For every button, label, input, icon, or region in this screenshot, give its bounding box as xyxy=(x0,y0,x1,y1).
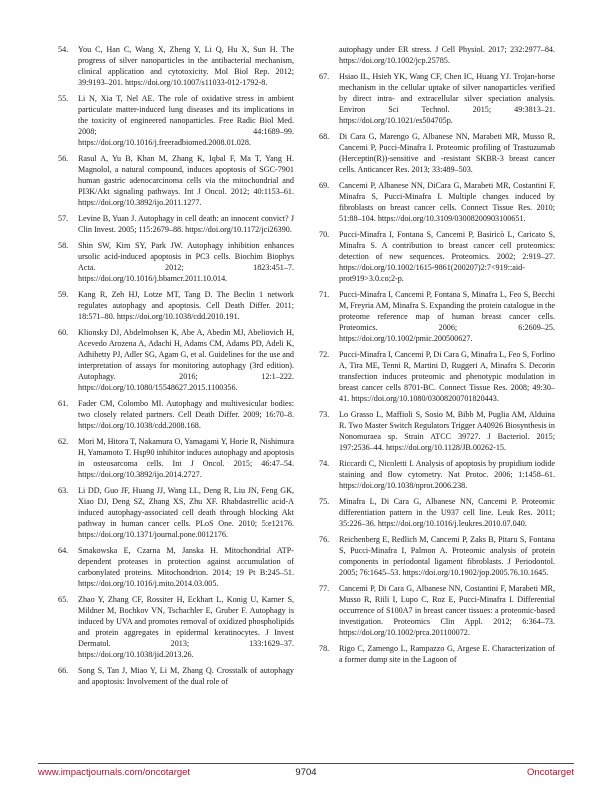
reference-text: Rigo C, Zamengo L, Rampazzo G, Argese E. Characterization of a former dump site in the Lagoon of xyxy=(339,643,555,664)
reference-text: Pucci-Minafra I, Cancemi P, Di Cara G, Minafra L, Feo S, Forlino A, Tira ME, Tenni R, Martini D, Ruggeri A, Minafra S. Decorin transfection induces proteomic and phenotypic modulation in breast cancer cells 8701-BC. Connect Tissue Res. 2008; 49:30–41. https://doi.org/10.1080/03008200701820443. xyxy=(339,349,555,404)
reference-item xyxy=(58,289,294,322)
page-footer xyxy=(38,767,574,781)
reference-item xyxy=(319,583,555,638)
reference-number: 63. xyxy=(58,485,69,495)
reference-column-right xyxy=(319,44,555,670)
reference-text: Pucci-Minafra I, Fontana S, Cancemi P, Basiricò L, Caricato S, Minafra S. A contribution to breast cancer cell proteomics: detection of new sequences. Proteomics. 2002; 2:919–27. https://doi.org/10.1002/1615-9861(200207)2:7<919::aid-prot919>3.0.co;2-p. xyxy=(339,229,555,284)
journal-url-link[interactable]: www.impactjournals.com/oncotarget xyxy=(38,767,191,778)
reference-text: Song S, Tan J, Miao Y, Li M, Zhang Q. Crosstalk of autophagy and apoptosis: Involvement of the dual role of xyxy=(78,665,294,686)
reference-item xyxy=(319,131,555,175)
reference-number: 73. xyxy=(319,409,330,419)
reference-number: 72. xyxy=(319,349,330,359)
reference-number: 62. xyxy=(58,436,69,446)
reference-number: 58. xyxy=(58,240,69,250)
reference-text: Zhao Y, Zhang CF, Rossiter H, Eckhart L, Konig U, Karner S, Mildner M, Bochkov VN, Tschachler E, Gruber F. Autophagy is induced by UVA and promotes removal of oxidized phospholipids and protein aggregates in epidermal keratinocytes. J Invest Dermatol. 2013; 133:1629–37. https://doi.org/10.1038/jid.2013.26. xyxy=(78,594,294,660)
reference-item xyxy=(58,545,294,589)
reference-number: 68. xyxy=(319,131,330,141)
reference-item xyxy=(58,44,294,88)
reference-number: 74. xyxy=(319,458,330,468)
reference-number: 78. xyxy=(319,643,330,653)
reference-number: 67. xyxy=(319,71,330,81)
reference-number: 69. xyxy=(319,180,330,190)
reference-number: 54. xyxy=(58,45,69,54)
reference-number: 61. xyxy=(58,398,69,408)
reference-text: Riccardi C, Nicoletti I. Analysis of apoptosis by propidium iodide staining and flow cytometry. Nat Protoc. 2006; 1:1458–61. https://doi.org/10.1038/nprot.2006.238. xyxy=(339,458,555,491)
reference-number: 64. xyxy=(58,545,69,555)
reference-number: 55. xyxy=(58,93,69,103)
reference-number: 65. xyxy=(58,594,69,604)
reference-text: Klionsky DJ, Abdelmohsen K, Abe A, Abedin MJ, Abeliovich H, Acevedo Arozena A, Adachi H, Adams CM, Adams PD, Adeli K, Adhihetty PJ, Adler SG, Agam G, et al. Guidelines for the use and interpretation of assays for monitoring autophagy (3rd edition). Autophagy. 2016; 12:1–222. https://doi.org/10.1080/15548627.2015.1100356. xyxy=(78,327,294,393)
reference-item xyxy=(58,153,294,208)
reference-text: Rasul A, Yu B, Khan M, Zhang K, Iqbal F, Ma T, Yang H. Magnolol, a natural compound, induces apoptosis of SGC-7901 human gastric adenocarcinoma cells via the mitochondrial and PI3K/Akt signaling pathways. Int J Oncol. 2012; 40:1153–61. https://doi.org/10.3892/ijo.2011.1277. xyxy=(78,154,294,208)
reference-continuation: autophagy under ER stress. J Cell Physiol. 2017; 232:2977–84. https://doi.org/10.1002/jcp.25785. xyxy=(339,45,555,66)
reference-text: Levine B, Yuan J. Autophagy in cell death: an innocent convict? J Clin Invest. 2005; 115:2679–88. https://doi.org/10.1172/jci26390. xyxy=(78,214,294,235)
journal-name-link[interactable]: Oncotarget xyxy=(527,767,574,778)
reference-number: 76. xyxy=(319,534,330,544)
reference-text: Reichenberg E, Redlich M, Cancemi P, Zaks B, Pitaru S, Fontana S, Pucci-Minafra I, Palmon A. Proteomic analysis of protein components in periodontal ligament fibroblasts. J Periodontol. 2005; 76:1645–53. https://doi.org/10.1902/jop.2005.76.10.1645. xyxy=(339,534,555,577)
reference-item xyxy=(319,534,555,578)
reference-text: Minafra L, Di Cara G, Albanese NN, Cancemi P. Proteomic differentiation pattern in the U937 cell line. Leuk Res. 2011; 35:226–36. https://doi.org/10.1016/j.leukres.2010.07.040. xyxy=(339,496,555,528)
reference-number: 56. xyxy=(58,154,69,164)
reference-item xyxy=(58,436,294,480)
reference-text: Cancemi P, Albanese NN, DiCara G, Marabeti MR, Costantini F, Minafra S, Pucci-Minafra I. Multiple changes induced by fibroblasts on breast cancer cells. Connect Tissue Res. 2010; 51:88–104. https://doi.org/10.3109/03008200903100651. xyxy=(339,180,555,224)
reference-text: Kang R, Zeh HJ, Lotze MT, Tang D. The Beclin 1 network regulates autophagy and apoptosis. Cell Death Differ. 2011; 18:571–80. https://doi.org/10.1038/cdd.2010.191. xyxy=(78,289,294,322)
reference-number: 70. xyxy=(319,229,330,239)
reference-number: 77. xyxy=(319,583,330,593)
reference-item xyxy=(58,594,294,661)
reference-number: 59. xyxy=(58,289,69,299)
reference-text: Shin SW, Kim SY, Park JW. Autophagy inhibition enhances ursolic acid-induced apoptosis in PC3 cells. Biochim Biophys Acta. 2012; 1823:451–7. https://doi.org/10.1016/j.bbamcr.2011.10.014. xyxy=(78,240,294,284)
reference-item xyxy=(319,643,555,665)
reference-item xyxy=(58,327,294,394)
reference-column-left xyxy=(58,44,294,692)
reference-text: Di Cara G, Marengo G, Albanese NN, Marabeti MR, Musso R, Cancemi P, Pucci-Minafra I. Proteomic profiling of Trastuzumab (Herceptin(R))-sensitive and -resistant SKBR-3 breast cancer cells. Anticancer Res. 2013; 33:489–503. xyxy=(339,131,555,175)
reference-text: Li DD, Guo JF, Huang JJ, Wang LL, Deng R, Liu JN, Feng GK, Xiao DJ, Deng SZ, Zhang XS, Zhu XF. Rhabdastrellic acid-A induced autophagy-associated cell death through blocking Akt pathway in human cancer cells. PLoS One. 2010; 5:e12176. https://doi.org/10.1371/journal.pone.0012176. xyxy=(78,485,294,540)
page-number: 9704 xyxy=(295,767,317,778)
reference-item xyxy=(319,180,555,224)
reference-item xyxy=(319,71,555,126)
reference-text: Cancemi P, Di Cara G, Albanese NN, Costantini F, Marabeti MR, Musso R, Riili I, Lupo C, Roz E, Pucci-Minafra I. Differential occurrence of S100A7 in breast cancer tissues: a proteomic-based investigation. Proteomics Clin Appl. 2012; 6:364–73. https://doi.org/10.1002/prca.201100072. xyxy=(339,583,555,638)
reference-item xyxy=(319,229,555,284)
reference-item xyxy=(58,398,294,431)
reference-item xyxy=(319,349,555,404)
reference-item xyxy=(319,289,555,344)
reference-item xyxy=(58,213,294,235)
reference-item xyxy=(58,665,294,687)
reference-item xyxy=(58,93,294,148)
reference-number: 57. xyxy=(58,214,69,224)
reference-number: 66. xyxy=(58,665,69,675)
reference-number: 75. xyxy=(319,496,330,506)
reference-item xyxy=(319,409,555,453)
reference-item xyxy=(58,240,294,284)
reference-text: Hsiao IL, Hsieh YK, Wang CF, Chen IC, Huang YJ. Trojan-horse mechanism in the cellular uptake of silver nanoparticles verified by direct intra- and extracellular silver speciation analysis. Environ Sci Technol. 2015; 49:3813–21. https://doi.org/10.1021/es504705p. xyxy=(339,71,555,126)
reference-number: 60. xyxy=(58,327,69,337)
reference-text: Lo Grasso L, Maffioli S, Sosio M, Bibb M, Puglia AM, Alduina R. Two Master Switch Regulators Trigger A40926 Biosynthesis in Nonomuraea sp. Strain ATCC 39727. J Bacteriol. 2015; 197:2536–44. https://doi.org/10.1128/JB.00262-15. xyxy=(339,409,555,453)
reference-item xyxy=(319,458,555,491)
reference-text: Pucci-Minafra I, Cancemi P, Fontana S, Minafra L, Feo S, Becchi M, Freyria AM, Minafra S. Expanding the protein catalogue in the proteome reference map of human breast cancer cells. Proteomics. 2006; 6:2609–25. https://doi.org/10.1002/pmic.200500627. xyxy=(339,289,555,344)
reference-text: Fader CM, Colombo MI. Autophagy and multivesicular bodies: two closely related partners. Cell Death Differ. 2009; 16:70–8. https://doi.org/10.1038/cdd.2008.168. xyxy=(78,398,294,431)
reference-number: 71. xyxy=(319,289,330,299)
reference-text: Li N, Xia T, Nel AE. The role of oxidative stress in ambient particulate matter-induced lung diseases and its implications in the toxicity of engineered nanoparticles. Free Radic Biol Med. 2008; 44:1689–99. https://doi.org/10.1016/j.freeradbiomed.2008.01.028. xyxy=(78,93,294,148)
footer-divider xyxy=(38,763,574,764)
reference-text: Mori M, Hitora T, Nakamura O, Yamagami Y, Horie R, Nishimura H, Yamamoto T. Hsp90 inhibitor induces autophagy and apoptosis in osteosarcoma cells. Int J Oncol. 2015; 46:47–54. https://doi.org/10.3892/ijo.2014.2727. xyxy=(78,436,294,480)
reference-item xyxy=(319,496,555,529)
reference-text: Smakowska E, Czarna M, Janska H. Mitochondrial ATP-dependent proteases in protection against accumulation of carbonylated proteins. Mitochondrion. 2014; 19 Pt B:245–51. https://doi.org/10.1016/j.mito.2014.03.005. xyxy=(78,545,294,589)
reference-item xyxy=(58,485,294,540)
reference-text: You C, Han C, Wang X, Zheng Y, Li Q, Hu X, Sun H. The progress of silver nanoparticles in the antibacterial mechanism, clinical application and cytotoxicity. Mol Biol Rep. 2012; 39:9193–201. https://doi.org/10.1007/s11033-012-1792-8. xyxy=(78,45,294,88)
